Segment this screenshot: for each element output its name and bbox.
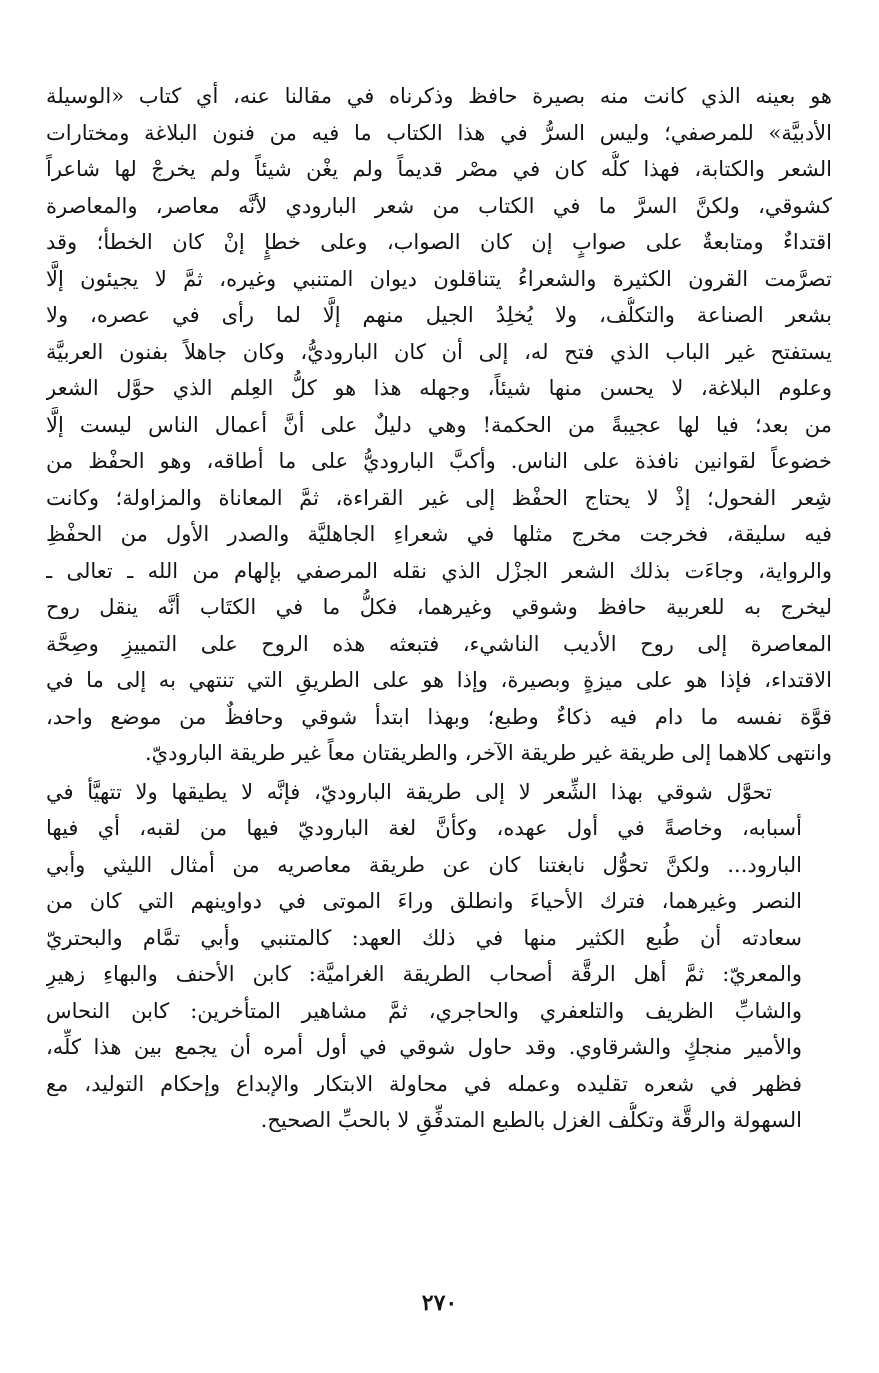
text-line: والرواية، وجاءَت بذلك الشعر الجزْل الذي نقله المرصفي بإلهام من الله ـ تعالى ـ [46,558,832,583]
text-line: كشوقي، ولكنَّ السرَّ ما في الكتاب من شعر البارودي لأنَّه معاصر، والمعاصرة [46,193,832,218]
text-line: شِعر الفحول؛ إذْ لا يحتاج الحفْظ إلى غير القراءة، ثمَّ المعاناة والمزاولة؛ وكانت [46,485,832,510]
text-line: بشعر الصناعة والتكلُّف، ولا يُخلِدُ الجيل منهم إلَّا لما رأى في عصره، ولا [46,303,832,327]
text-line: ليخرج به للعربية حافظ وشوقي وغيرهما، فكلُّ ما في الكتَاب أنَّه ينقل روح [46,595,832,619]
text-line: وانتهى كلاهما إلى طريقة غير طريقة الآخر، والطريقتان معاً غير طريقة الباروديّ. [144,741,832,765]
text-line: البارود... ولكنَّ تحوُّل نابغتنا كان عن طريقة معاصريه من أمثال الليثي وأبي [46,852,802,877]
text-line: سعادته أن طُبع الكثير منها في ذلك العهد: كالمتنبي وأبي تمَّام والبحتريّ [46,925,802,950]
text-line: النصر وغيرهما، فترك الأحياءَ وانطلق وراءَ الموتى في دواوينهم التي كان من [46,889,802,913]
text-line: الأدبيَّة» للمرصفي؛ وليس السرُّ في هذا الكتاب ما فيه من فنون البلاغة ومختارات [46,120,832,145]
text-line: والشابِّ الظريف والتلعفري والحاجري، ثمَّ مشاهير المتأخرين: كابن النحاس [46,998,802,1023]
paragraph-1 [46,78,832,772]
paragraph-2 [46,774,832,1139]
text-line: والأمير منجكٍ والشرقاوي. وقد حاول شوقي في أول أمره أن يجمع بين هذا كلِّه، [46,1035,802,1059]
text-line: يستفتح غير الباب الذي فتح له، إلى أن كان الباروديُّ، وكان جاهلاً بفنون العربيَّة [46,339,832,364]
text-line: تصرَّمت القرون الكثيرة والشعراءُ يتناقلون ديوان المتنبي وغيره، ثمَّ لا يجيئون إلَّا [46,266,832,291]
page-number: ٢٧٠ [421,1290,458,1316]
text-line: اقتداءٌ ومتابعةٌ على صوابٍ إن كان الصواب، وعلى خطإٍ إنْ كان الخطأ؛ وقد [46,230,832,254]
text-line: من بعد؛ فيا لها عجيبةً من الحكمة! وهي دليلٌ على أنَّ أعمال الناس ليست إلَّا [46,412,832,437]
text-line: تحوَّل شوقي بهذا الشِّعر لا إلى طريقة الباروديّ، فإنَّه لا يطيقها ولا تتهيَّأ في [46,779,772,804]
text-line: السهولة والرقَّة وتكلُّف الغزل بالطبع المتدفِّقِ لا بالحبِّ الصحيح. [260,1108,802,1132]
text-line: خضوعاً لقوانين نافذة على الناس. وأكبَّ الباروديُّ على ما أطاقه، وهو الحفْظ من [46,449,832,473]
text-line: قوَّة نفسه ما دام فيه ذكاءٌ وطبع؛ وبهذا ابتدأ شوقي وحافظٌ من موضع واحد، [46,704,832,729]
text-line: أسبابه، وخاصةً في أول عهده، وكأنَّ لغة الباروديّ فيها من لقبه، أي فيها [46,816,802,840]
text-line: وعلوم البلاغة، لا يحسن منها شيئاً، وجهله هذا هو كلُّ العِلم الذي حوَّل الشعر [46,376,832,400]
text-line: الشعر والكتابة، فهذا كلُّه كان في مصْر قديماً ولم يغْن شيئاً ولم يخرجْ لها شاعراً [46,157,832,181]
text-line: هو بعينه الذي كانت منه بصيرة حافظ وذكرناه في مقالنا عنه، أي كتاب «الوسيلة [46,84,832,108]
text-line: والمعريّ: ثمَّ أهل الرقَّة أصحاب الطريقة الغراميَّة: كابن الأحنف والبهاءِ زهيرِ [46,962,802,986]
text-line: المعاصرة إلى روح الأديب الناشيء، فتبعثه هذه الروح على التمييزِ وصِحَّة [46,631,832,656]
text-line: الاقتداء، فإذا هو على ميزةٍ وبصيرة، وإذا هو على الطريقِ التي تنتهي به إلى ما في [46,668,832,692]
text-line: فيه سليقة، فخرجت مخرج مثلها في شعراءِ الجاهليَّة والصدر الأول من الحفْظِ [46,522,832,546]
body-text [46,78,832,1139]
text-line: فظهر في شعره تقليده وعمله في محاولة الابتكار والإبداع وإحكام التوليد، مع [46,1071,802,1096]
